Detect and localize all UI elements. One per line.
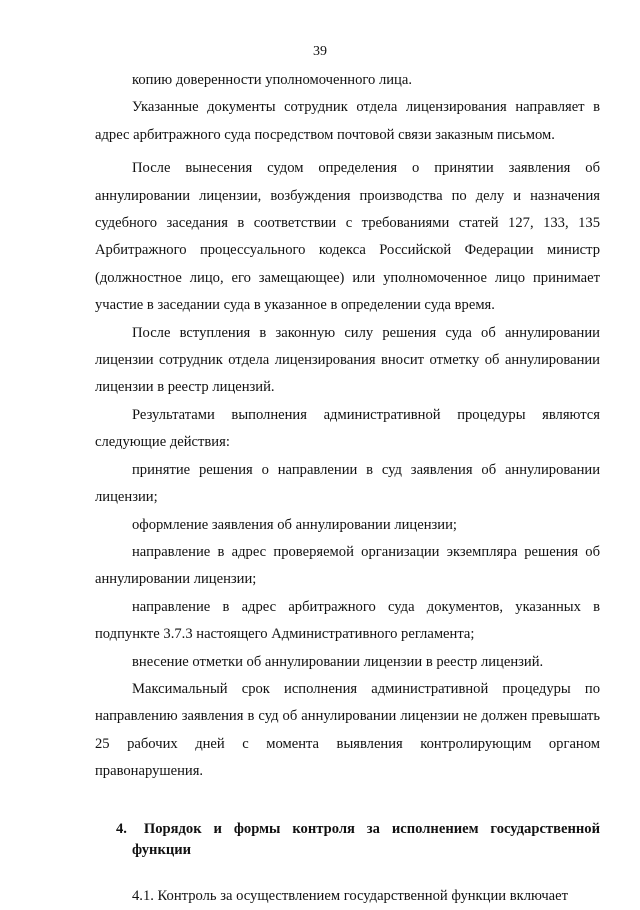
list-item: принятие решения о направлении в суд заявления об аннулировании лицензии; bbox=[95, 461, 600, 506]
paragraph: 4.1. Контроль за осуществлением государственной функции включает bbox=[132, 887, 569, 904]
list-item: направление в адрес арбитражного суда документов, указанных в подпункте 3.7.3 настоящего Административного регламента; bbox=[95, 598, 600, 643]
list-item: направление в адрес проверяемой организации экземпляра решения об аннулировании лицензии; bbox=[95, 543, 600, 588]
paragraph: После вынесения судом определения о принятии заявления об аннулировании лицензии, возбуждения производства по делу и назначения судебного заседания в соответствии с требованиями статей 127, 133, 135 Арбитражного процессуального кодекса Российской Федерации министр (должностное лицо, его замещающее) или уполномоченное лицо принимает участие в заседании суда в указанное в определении суда время. bbox=[95, 160, 600, 314]
paragraph: Результатами выполнения административной процедуры являются следующие действия: bbox=[95, 406, 600, 451]
paragraph: Максимальный срок исполнения административной процедуры по направлению заявления в суд об аннулировании лицензии не должен превышать 25 рабочих дней с момента выявления контролирующим органом правонарушения. bbox=[95, 680, 600, 780]
list-item: внесение отметки об аннулировании лицензии в реестр лицензий. bbox=[132, 653, 544, 670]
section-title: Порядок и формы контроля за исполнением государственной функции bbox=[132, 820, 600, 858]
section-number: 4. bbox=[116, 820, 127, 837]
document-body bbox=[95, 67, 600, 910]
page-number: 39 bbox=[313, 44, 327, 59]
paragraph-continuation: копию доверенности уполномоченного лица. bbox=[132, 72, 412, 88]
list-item: оформление заявления об аннулировании лицензии; bbox=[132, 516, 457, 533]
paragraph: После вступления в законную силу решения суда об аннулировании лицензии сотрудник отдела лицензирования вносит отметку об аннулировании лицензии в реестр лицензий. bbox=[95, 324, 600, 396]
section-heading bbox=[95, 819, 600, 861]
paragraph: Указанные документы сотрудник отдела лицензирования направляет в адрес арбитражного суда посредством почтовой связи заказным письмом. bbox=[95, 99, 600, 143]
